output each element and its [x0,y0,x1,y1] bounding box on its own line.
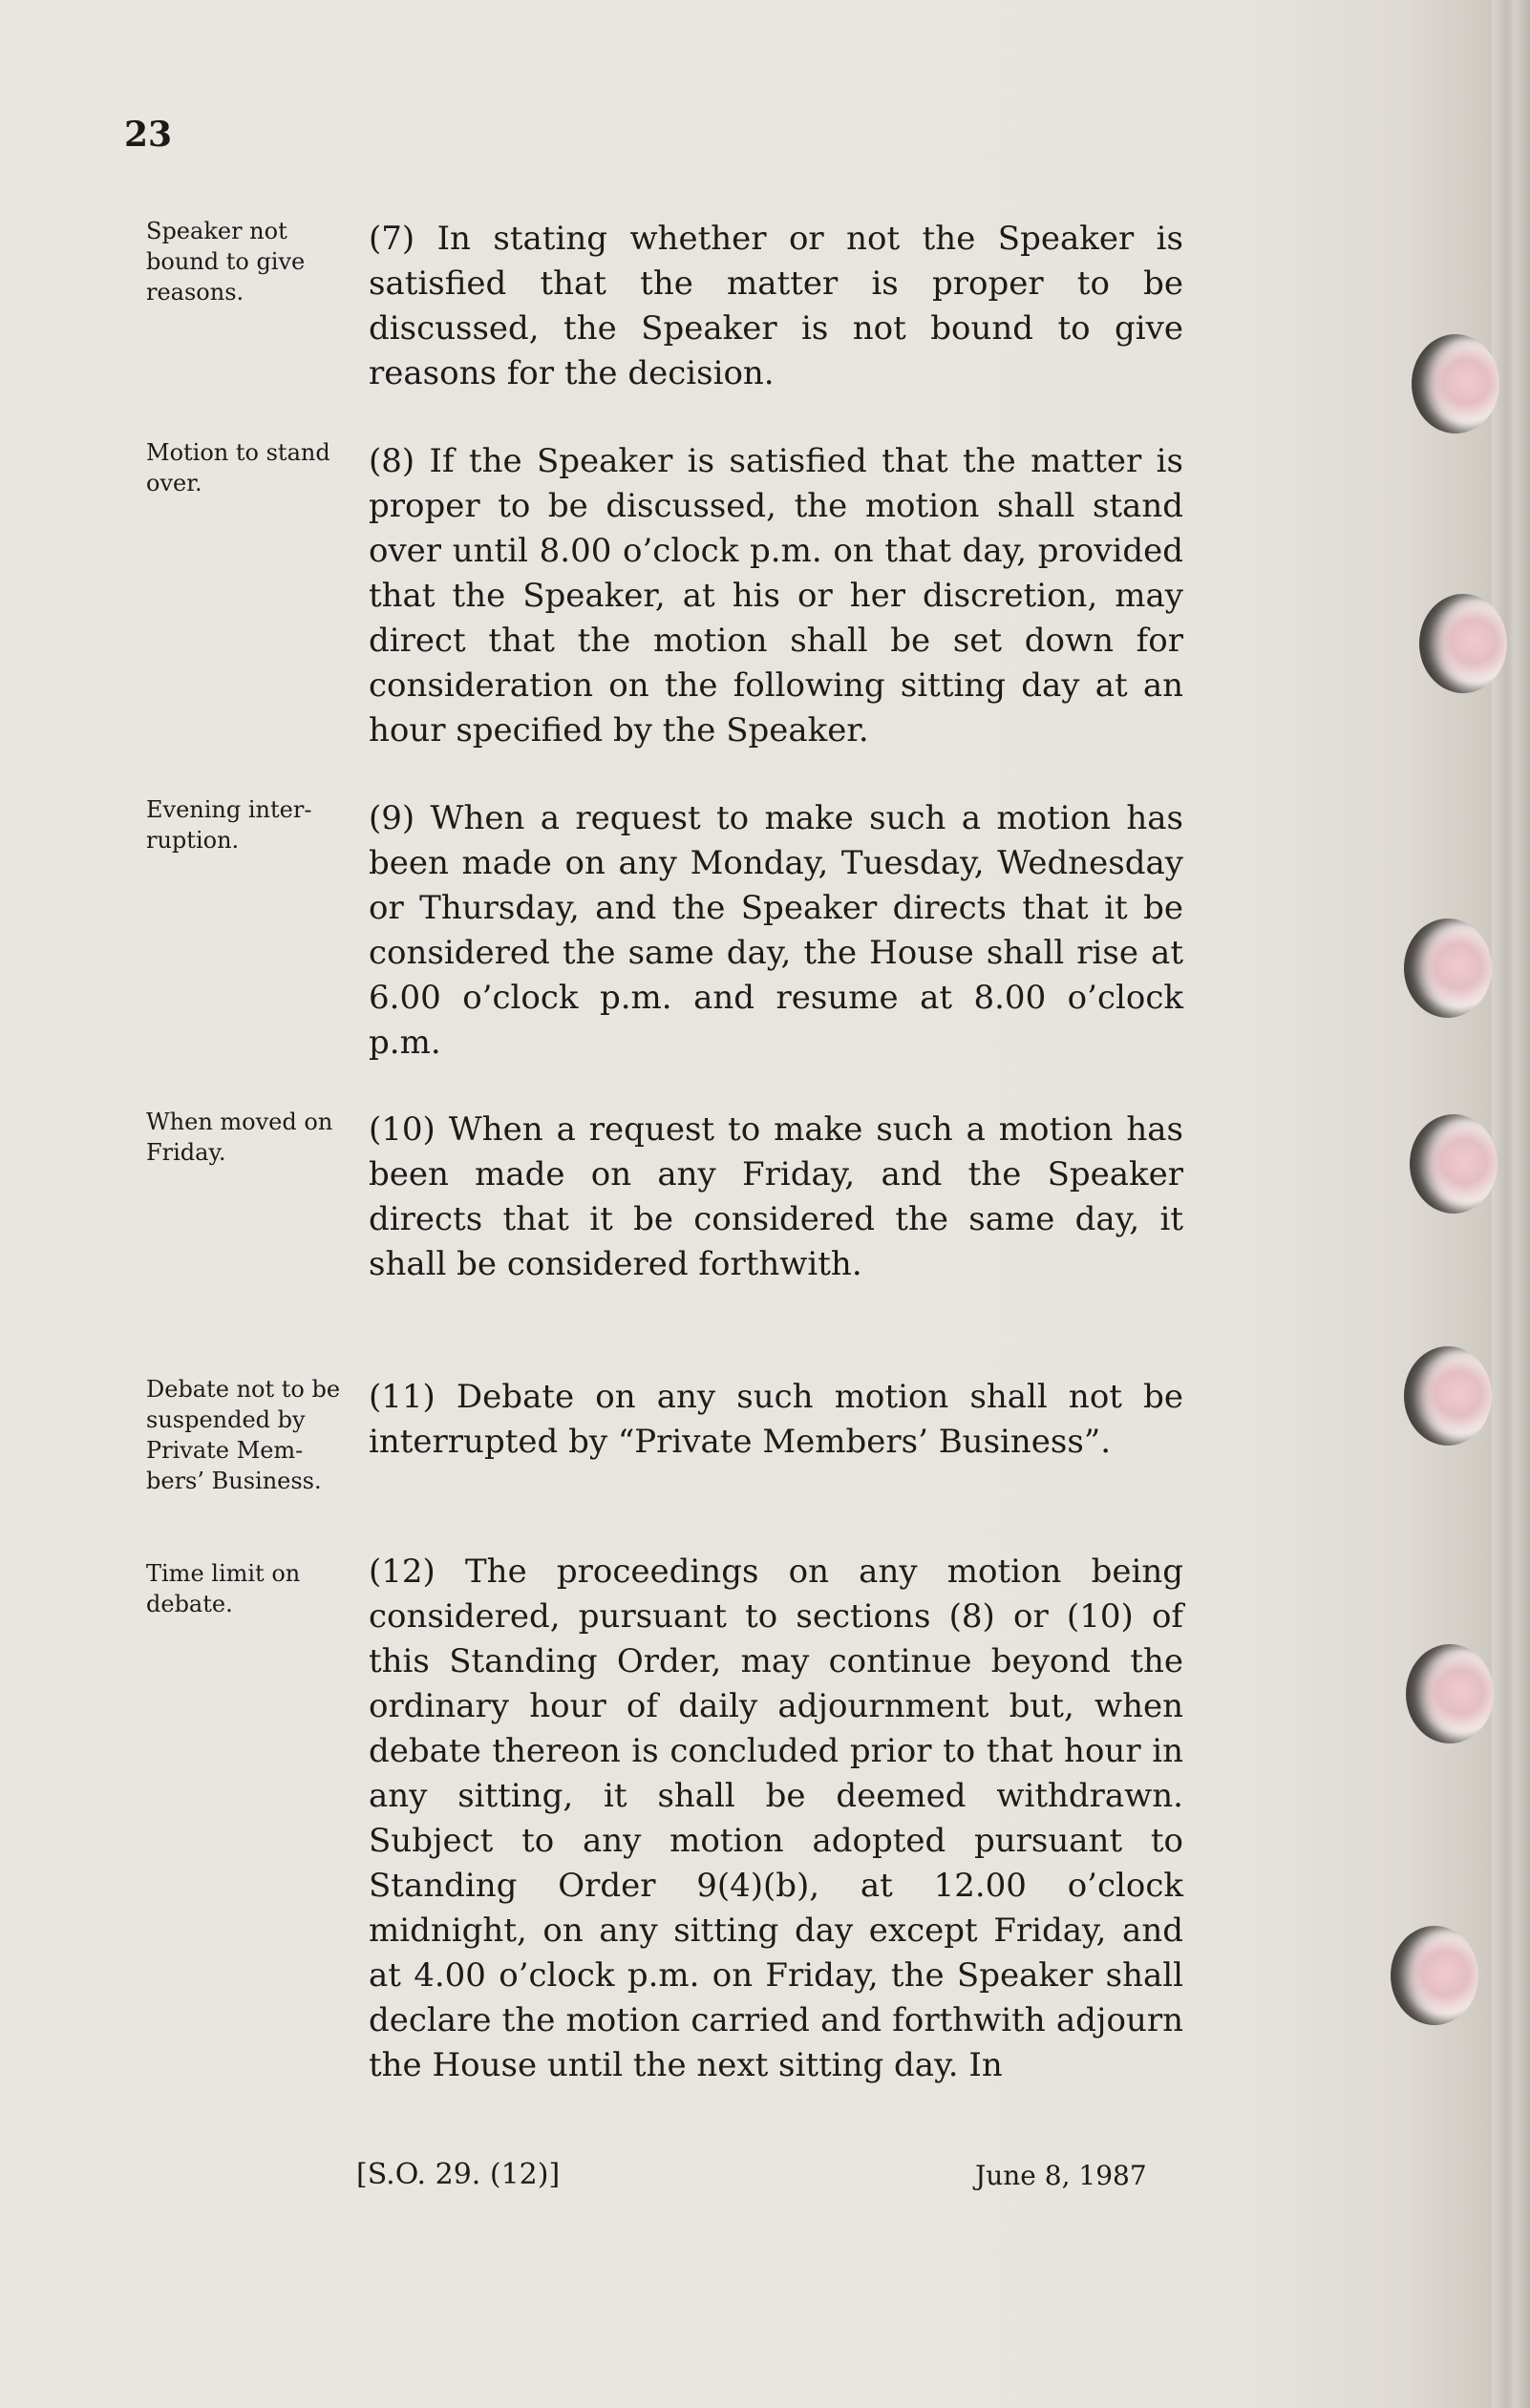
binder-hole [1391,1926,1478,2025]
marginal-note-motion-to-stand-over: Motion to stand over. [146,439,330,496]
binder-hole [1404,1346,1492,1446]
marginal-note-evening-interruption: Evening inter- ruption. [146,796,312,854]
binder-hole [1406,1644,1494,1743]
paragraph-12: (12) The proceedings on any motion being considered, pursuant to sections (8) or (10) of this Standing Order, may continue beyond the ordinary hour of daily adjournment but, when debate thereon is concluded prior to that hour in any sitting, it shall be deemed withdrawn. Subject to any motion adopted pursuant to Standing Order 9(4)(b), at 12.00 o’clock midnight, on any sitting day except Friday, and at 4.00 o’clock p.m. on Friday, the Speaker shall declare the motion carried and forthwith adjourn the House until the next sitting day. In [369,1553,1183,2084]
page-edge [1492,0,1530,2408]
paragraph-7: (7) In stating whether or not the Speaker is satisfied that the matter is proper to be discussed, the Speaker is not bound to give reasons for the decision. [369,220,1183,392]
binder-hole [1410,1114,1498,1214]
marginal-note-time-limit-on-debate: Time limit on debate. [146,1560,301,1617]
paragraph-10: (10) When a request to make such a motion has been made on any Friday, and the Speaker directs that it be considered the same day, it shall be considered forthwith. [369,1110,1183,1283]
binder-hole [1412,334,1499,433]
page-number: 23 [124,115,173,155]
paragraph-11: (11) Debate on any such motion shall not be interrupted by “Private Members’ Business”. [369,1378,1183,1461]
footer-standing-order-reference: [S.O. 29. (12)] [356,2158,561,2191]
marginal-note-when-moved-on-friday: When moved on Friday. [146,1109,333,1166]
binder-hole [1404,919,1492,1018]
marginal-note-speaker-not-bound: Speaker not bound to give reasons. [146,218,306,306]
footer-date: June 8, 1987 [975,2160,1147,2191]
paragraph-9: (9) When a request to make such a motion has been made on any Monday, Tuesday, Wednesday or Thursday, and the Speaker directs that it be considered the same day, the House shall rise at 6.00 o’clock p.m. and resume at 8.00 o’clock p.m. [369,799,1183,1062]
binder-hole [1419,594,1507,693]
paragraph-8: (8) If the Speaker is satisfied that the matter is proper to be discussed, the motion shall stand over until 8.00 o’clock p.m. on that day, provided that the Speaker, at his or her discretion, may direct that the motion shall be set down for consideration on the following sitting day at an hour specified by the Speaker. [369,442,1183,750]
marginal-note-debate-not-suspended: Debate not to be suspended by Private Mem- bers’ Business. [146,1376,341,1494]
